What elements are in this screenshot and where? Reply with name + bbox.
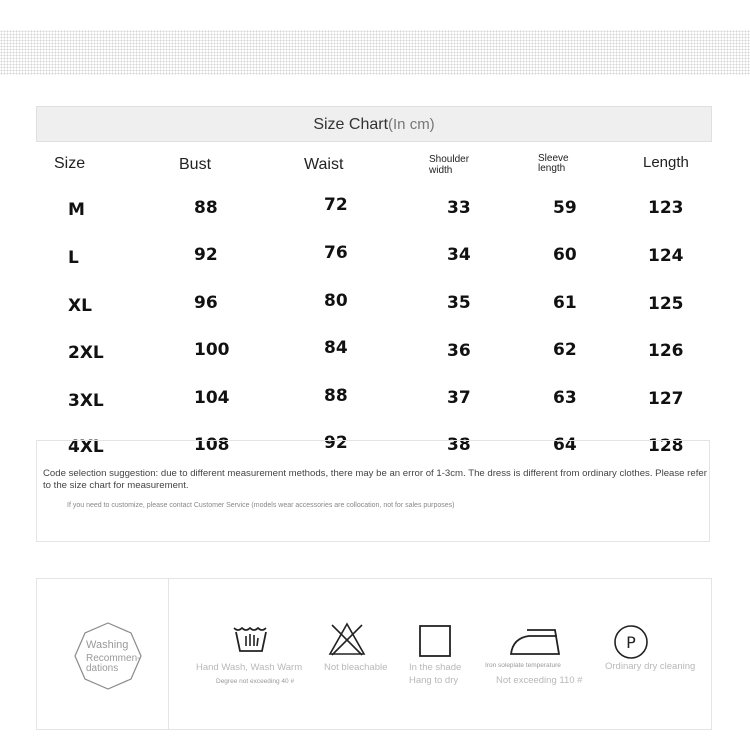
- dry-clean-icon: [613, 624, 649, 660]
- note-customize-text: If you need to customize, please contact Customer Service (models wear accessories are collocation, not for sales purposes): [67, 502, 455, 509]
- cell-shoulder: 36: [447, 341, 471, 361]
- cell-shoulder: 35: [447, 293, 471, 313]
- cell-size: L: [68, 248, 79, 268]
- header-shoulder-line2: width: [429, 165, 453, 176]
- washing-divider: [168, 578, 169, 730]
- cell-length: 124: [648, 246, 684, 266]
- cell-waist: 92: [324, 433, 348, 453]
- cell-sleeve: 62: [553, 340, 577, 360]
- cell-waist: 80: [324, 291, 348, 311]
- no-bleach-label: Not bleachable: [324, 662, 388, 673]
- iron-label: Not exceeding 110 #: [496, 675, 583, 686]
- header-waist: Waist: [304, 156, 344, 173]
- cell-length: 126: [648, 341, 684, 361]
- cell-shoulder: 38: [447, 435, 471, 455]
- shade-dry-label2: Hang to dry: [409, 675, 459, 686]
- cell-shoulder: 33: [447, 198, 471, 218]
- size-chart-unit: (In cm): [388, 116, 435, 133]
- hand-wash-label: Hand Wash, Wash Warm: [196, 662, 303, 673]
- dry-clean-label: Ordinary dry cleaning: [605, 661, 696, 672]
- no-bleach-icon: [328, 622, 366, 656]
- header-sleeve-line2: length: [538, 163, 566, 174]
- shade-dry-label: In the shade: [409, 662, 462, 673]
- cell-shoulder: 34: [447, 245, 471, 265]
- size-chart-title: [37, 107, 711, 141]
- cell-size: XL: [68, 296, 92, 316]
- header-length: Length: [643, 154, 689, 171]
- cell-sleeve: 60: [553, 245, 577, 265]
- cell-size: 4XL: [68, 437, 104, 457]
- hand-wash-sub: Degree not exceeding 40 #: [216, 678, 295, 685]
- cell-size: 2XL: [68, 343, 104, 363]
- cell-bust: 108: [194, 435, 230, 455]
- cell-waist: 72: [324, 195, 348, 215]
- cell-waist: 76: [324, 243, 348, 263]
- header-shoulder-width: [429, 154, 469, 176]
- washing-badge-line1: Washing: [86, 639, 129, 651]
- header-sleeve-length: [538, 154, 569, 174]
- header-shoulder-line1: Shoulder: [429, 154, 470, 165]
- cell-length: 123: [648, 198, 684, 218]
- iron-sub: Iron soleplate temperature: [485, 662, 561, 669]
- cell-length: 125: [648, 294, 684, 314]
- measurement-notes: [36, 440, 710, 542]
- size-chart-header: [36, 106, 712, 142]
- note-main-text: Code selection suggestion: due to different measurement methods, there may be an error of 1-3cm. The dress is different from ordinary clothes. Please refer to the size chart for measurement.: [43, 468, 707, 491]
- cell-length: 128: [648, 436, 684, 456]
- header-sleeve-line1: Sleeve: [538, 153, 569, 164]
- svg-text:P: P: [626, 633, 636, 652]
- cell-shoulder: 37: [447, 388, 471, 408]
- cell-waist: 84: [324, 338, 348, 358]
- cell-sleeve: 59: [553, 198, 577, 218]
- hand-wash-icon: [232, 624, 272, 654]
- washing-badge-line3: dations: [86, 663, 119, 674]
- cell-size: M: [68, 200, 85, 220]
- header-size: Size: [54, 155, 86, 172]
- cell-sleeve: 64: [553, 435, 577, 455]
- shade-dry-icon: [418, 624, 452, 658]
- cell-size: 3XL: [68, 391, 104, 411]
- cell-length: 127: [648, 389, 684, 409]
- cell-sleeve: 63: [553, 388, 577, 408]
- cell-bust: 92: [194, 245, 218, 265]
- cell-sleeve: 61: [553, 293, 577, 313]
- header-bust: Bust: [179, 156, 212, 173]
- cell-bust: 104: [194, 388, 230, 408]
- size-chart-title-text: Size Chart: [313, 116, 389, 133]
- washing-badge-line2: Recommen-: [86, 653, 141, 664]
- cell-waist: 88: [324, 386, 348, 406]
- cell-bust: 96: [194, 293, 218, 313]
- cell-bust: 100: [194, 340, 230, 360]
- cell-bust: 88: [194, 198, 218, 218]
- iron-icon: [509, 624, 571, 658]
- dotted-banner: [0, 30, 750, 75]
